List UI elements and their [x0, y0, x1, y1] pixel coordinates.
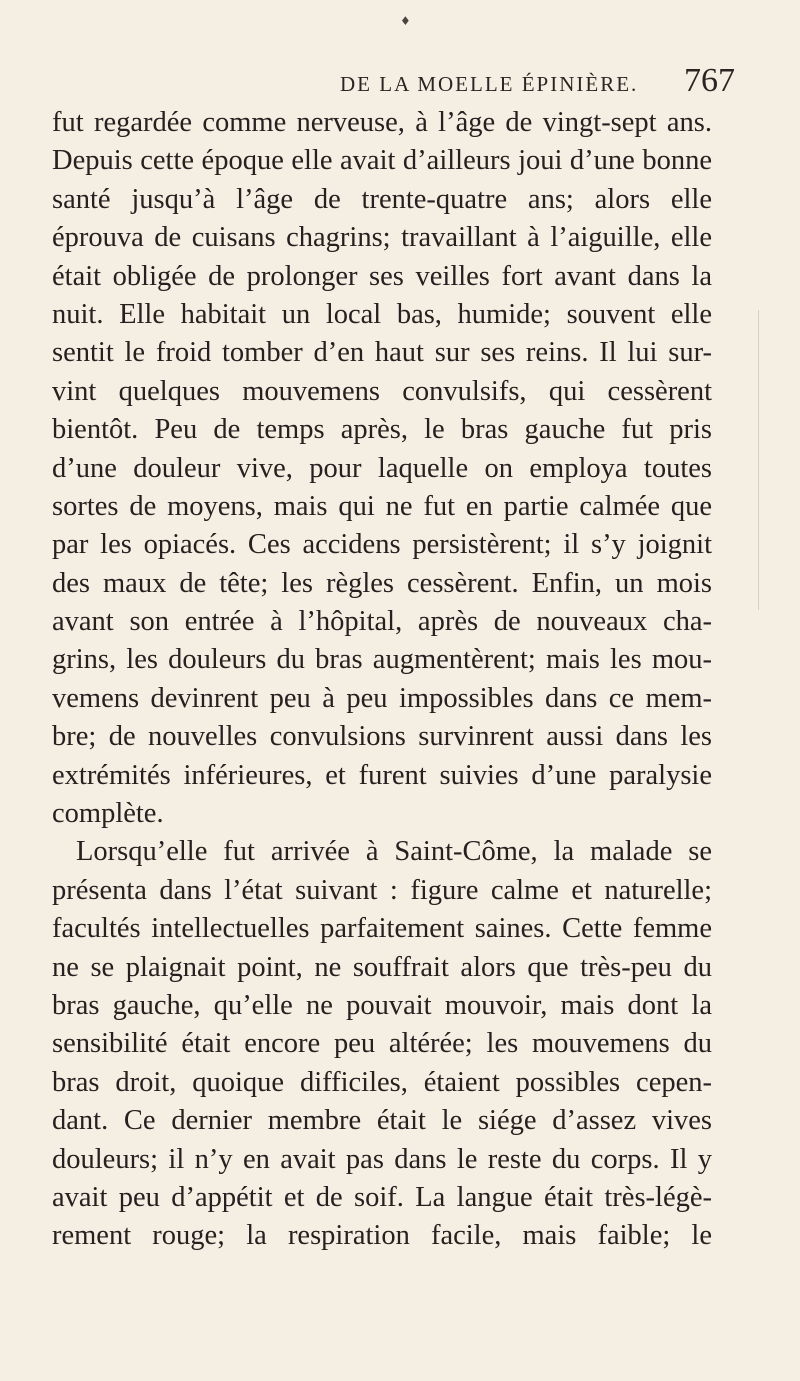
- text-line: par les opiacés. Ces accidens persistèrent; il s’y joignit: [52, 529, 712, 561]
- page-header: [0, 62, 800, 102]
- text-line: fut regardée comme nerveuse, à l’âge de vingt-sept ans.: [52, 107, 712, 138]
- text-line: facultés intellectuelles parfaitement saines. Cette femme: [52, 913, 712, 945]
- paragraph-start-line: Lorsqu’elle fut arrivée à Saint-Côme, la malade se: [76, 836, 712, 868]
- text-line: sensibilité était encore peu altérée; les mouvemens du: [52, 1028, 712, 1060]
- ornament-mark: ♦: [400, 14, 411, 28]
- text-line: avant son entrée à l’hôpital, après de nouveaux cha-: [52, 606, 712, 638]
- text-line: rement rouge; la respiration facile, mais faible; le: [52, 1220, 712, 1252]
- text-line: vint quelques mouvemens convulsifs, qui cessèrent: [52, 375, 712, 407]
- text-line: avait peu d’appétit et de soif. La langue était très-légè-: [52, 1181, 712, 1213]
- text-line: nuit. Elle habitait un local bas, humide; souvent elle: [52, 298, 712, 330]
- text-line: dant. Ce dernier membre était le siége d’assez vives: [52, 1105, 712, 1137]
- text-line: santé jusqu’à l’âge de trente-quatre ans; alors elle: [52, 183, 712, 215]
- text-line: complète.: [52, 798, 164, 830]
- text-line: vemens devinrent peu à peu impossibles dans ce mem-: [52, 682, 712, 714]
- text-line: présenta dans l’état suivant : figure calme et naturelle;: [52, 874, 712, 906]
- text-line: sortes de moyens, mais qui ne fut en partie calmée que: [52, 490, 712, 522]
- text-line: bientôt. Peu de temps après, le bras gauche fut pris: [52, 414, 712, 446]
- margin-bracket: [758, 310, 769, 610]
- text-line: était obligée de prolonger ses veilles fort avant dans la: [52, 260, 712, 292]
- text-line: extrémités inférieures, et furent suivies d’une paralysie: [52, 759, 712, 791]
- text-line: des maux de tête; les règles cessèrent. Enfin, un mois: [52, 567, 712, 599]
- text-line: douleurs; il n’y en avait pas dans le reste du corps. Il y: [52, 1143, 712, 1175]
- page-number: 767: [684, 62, 735, 99]
- text-line: bre; de nouvelles convulsions survinrent aussi dans les: [52, 721, 712, 753]
- text-line: bras droit, quoique difficiles, étaient possibles cepen-: [52, 1066, 712, 1098]
- body-text: [52, 104, 712, 1256]
- text-line: d’une douleur vive, pour laquelle on employa toutes: [52, 452, 712, 484]
- running-head: DE LA MOELLE ÉPINIÈRE.: [340, 72, 639, 96]
- text-line: bras gauche, qu’elle ne pouvait mouvoir, mais dont la: [52, 989, 712, 1021]
- text-line: sentit le froid tomber d’en haut sur ses reins. Il lui sur-: [52, 337, 712, 369]
- text-line: grins, les douleurs du bras augmentèrent; mais les mou-: [52, 644, 712, 676]
- text-line: Depuis cette époque elle avait d’ailleurs joui d’une bonne: [52, 145, 712, 177]
- text-line: ne se plaignait point, ne souffrait alors que très-peu du: [52, 951, 712, 983]
- text-line: éprouva de cuisans chagrins; travaillant à l’aiguille, elle: [52, 222, 712, 254]
